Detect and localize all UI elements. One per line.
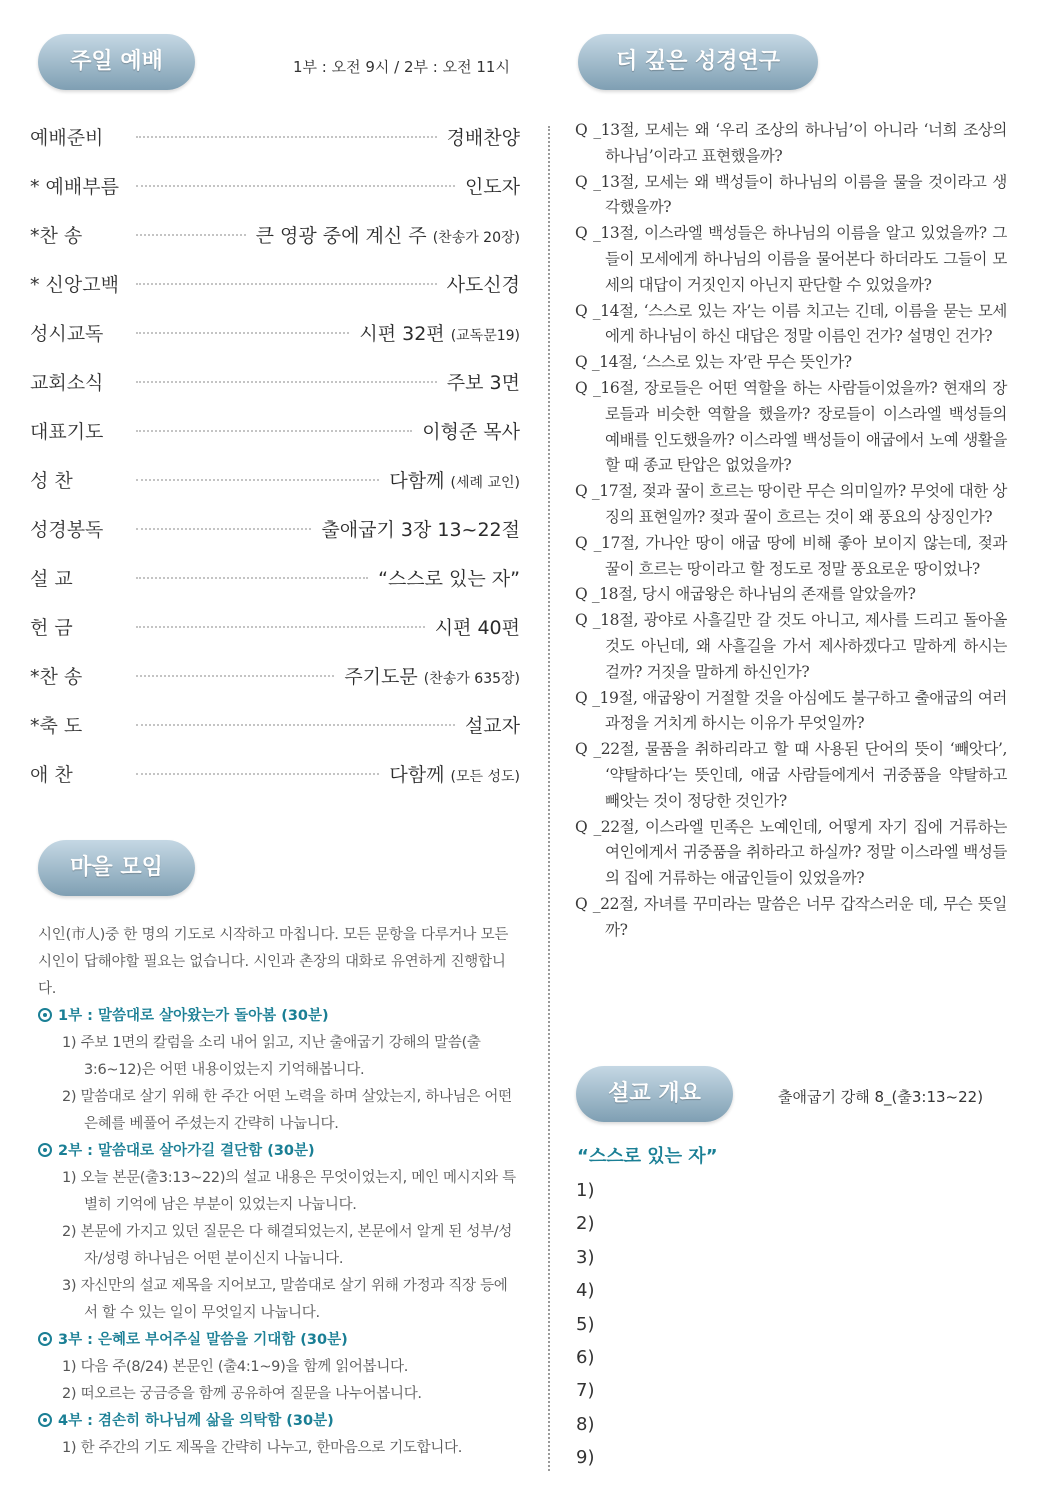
worship-item-value: 시편 40편 xyxy=(434,617,520,639)
worship-item-label: * 예배부름 xyxy=(30,176,119,198)
village-part-item: 2) 말씀대로 살기 위해 한 주간 어떤 노력을 하며 살았는지, 하나님은 어떤 은혜를 베풀어 주셨는지 간략히 나눕니다. xyxy=(62,1089,512,1132)
worship-item-label: 대표기도 xyxy=(30,421,104,443)
worship-item-note: (교독문19) xyxy=(450,328,520,344)
dotted-leader xyxy=(136,773,379,775)
dotted-leader xyxy=(136,577,368,579)
worship-item-value: 다함께 (세례 교인) xyxy=(389,470,520,492)
service-times: 1부 : 오전 9시 / 2부 : 오전 11시 xyxy=(293,58,510,76)
worship-row xyxy=(30,455,520,504)
village-part-title: 3부 : 은혜로 부어주실 말씀을 기대함 (30분) xyxy=(38,1327,516,1354)
village-part-item: 2) 떠오르는 궁금증을 함께 공유하여 질문을 나누어봅니다. xyxy=(62,1386,422,1402)
worship-item-value: 이형준 목사 xyxy=(422,421,520,443)
study-question: Q _22절, 자녀를 꾸미라는 말씀은 너무 갑작스러운 데, 무슨 뜻일까? xyxy=(575,894,1007,939)
dotted-leader xyxy=(136,528,311,530)
bible-study-questions xyxy=(575,118,1007,944)
worship-row xyxy=(30,259,520,308)
study-question: Q _14절, ‘스스로 있는 자’는 이름 치고는 긴데, 이름을 묻는 모세에게 하나님이 하신 대답은 정말 이름인 건가? 설명인 건가? xyxy=(575,301,1007,346)
worship-item-value: “스스로 있는 자” xyxy=(378,568,520,590)
column-divider xyxy=(548,126,550,1471)
sermon-outline-list xyxy=(576,1174,594,1475)
outline-point: 9) xyxy=(576,1447,595,1469)
dotted-leader xyxy=(136,234,246,236)
worship-row xyxy=(30,406,520,455)
village-part-item: 1) 다음 주(8/24) 본문인 (출4:1~9)을 함께 읽어봅니다. xyxy=(62,1359,409,1375)
outline-point: 1) xyxy=(576,1180,595,1201)
order-of-worship xyxy=(30,112,520,798)
village-part-item: 2) 본문에 가지고 있던 질문은 다 해결되었는지, 본문에서 알게 된 성부/성자/성령 하나님은 어떤 분이신지 나눕니다. xyxy=(62,1224,513,1267)
study-question: Q _19절, 애굽왕이 거절할 것을 아심에도 불구하고 출애굽의 여러 과정을 거치게 하시는 이유가 무엇일까? xyxy=(575,688,1007,733)
study-question: Q _22절, 이스라엘 민족은 노예인데, 어떻게 자기 집에 거류하는 여인에게서 귀중품을 취하라고 하실까? 정말 이스라엘 백성들의 집에 거류하는 애굽인들이 있었을까? xyxy=(575,817,1007,888)
sermon-title: “스스로 있는 자” xyxy=(577,1146,718,1167)
study-question: Q _14절, ‘스스로 있는 자’란 무슨 뜻인가? xyxy=(575,353,852,372)
outline-point: 4) xyxy=(576,1280,595,1302)
worship-item-value: 설교자 xyxy=(464,715,520,737)
dotted-leader xyxy=(136,332,349,334)
worship-item-label: 성경봉독 xyxy=(30,519,104,541)
worship-row xyxy=(30,553,520,602)
village-part-item: 1) 오늘 본문(출3:13~22)의 설교 내용은 무엇이었는지, 메인 메시지와 특별히 기억에 남은 부분이 있었는지 나눕니다. xyxy=(62,1170,516,1213)
target-bullet-icon xyxy=(38,1008,52,1022)
dotted-leader xyxy=(136,381,437,383)
village-heading: 마을 모임 xyxy=(38,840,195,896)
dotted-leader xyxy=(136,430,412,432)
target-bullet-icon xyxy=(38,1143,52,1157)
worship-item-value: 인도자 xyxy=(464,176,520,198)
study-question: Q _13절, 이스라엘 백성들은 하나님의 이름을 알고 있었을까? 그들이 모세에게 하나님의 이름을 물어본다 하더라도 그들이 모세의 대답이 거짓인지 아닌지 판단할 수 있었을까? xyxy=(575,224,1007,294)
worship-row xyxy=(30,749,520,798)
study-heading: 더 깊은 성경연구 xyxy=(578,34,818,90)
worship-row xyxy=(30,602,520,651)
worship-item-label: 교회소식 xyxy=(30,372,104,394)
dotted-leader xyxy=(136,675,334,677)
study-question: Q _13절, 모세는 왜 ‘우리 조상의 하나님’이 아니라 ‘너희 조상의 하나님’이라고 표현했을까? xyxy=(575,121,1007,165)
worship-item-label: *찬 송 xyxy=(30,666,83,688)
worship-item-label: 애 찬 xyxy=(30,764,73,786)
worship-item-label: 헌 금 xyxy=(30,617,73,639)
outline-point: 5) xyxy=(576,1313,595,1335)
worship-item-label: 설 교 xyxy=(30,568,73,590)
outline-point: 6) xyxy=(576,1346,595,1368)
study-question: Q _18절, 광야로 사흘길만 갈 것도 아니고, 제사를 드리고 돌아올 것도 아닌데, 왜 사흘길을 가서 제사하겠다고 말하게 하시는 걸까? 거짓을 말하게 하신인가? xyxy=(575,611,1007,681)
outline-point: 3) xyxy=(576,1246,595,1268)
dotted-leader xyxy=(136,626,425,628)
study-question: Q _13절, 모세는 왜 백성들이 하나님의 이름을 물을 것이라고 생각했을까? xyxy=(575,172,1007,217)
village-meeting-guide xyxy=(38,922,516,1462)
worship-item-value: 큰 영광 중에 계신 주 (찬송가 20장) xyxy=(255,225,520,247)
worship-item-value: 주기도문 (찬송가 635장) xyxy=(344,666,520,688)
worship-item-value: 시편 32편 (교독문19) xyxy=(359,323,520,345)
outline-point: 2) xyxy=(576,1213,595,1235)
village-part-title: 4부 : 겸손히 하나님께 삶을 의탁함 (30분) xyxy=(38,1408,516,1435)
worship-item-label: *축 도 xyxy=(30,715,83,737)
sermon-outline-heading: 설교 개요 xyxy=(576,1066,733,1122)
worship-item-label: *찬 송 xyxy=(30,225,83,247)
study-question: Q _22절, 물품을 취하리라고 할 때 사용된 단어의 뜻이 ‘빼앗다’, ‘약탈하다’는 뜻인데, 애굽 사람들에게서 귀중품을 약탈하고 빼앗는 것이 정당한 것인가? xyxy=(575,740,1007,810)
worship-item-label: 예배준비 xyxy=(30,127,104,149)
worship-item-label: * 신앙고백 xyxy=(30,274,119,296)
village-part-title: 1부 : 말씀대로 살아왔는가 돌아봄 (30분) xyxy=(38,1003,516,1030)
dotted-leader xyxy=(136,724,455,726)
outline-point: 7) xyxy=(576,1380,595,1402)
worship-heading: 주일 예배 xyxy=(38,34,195,90)
target-bullet-icon xyxy=(38,1413,52,1427)
worship-item-label: 성시교독 xyxy=(30,323,104,345)
study-question: Q _17절, 가나안 땅이 애굽 땅에 비해 좋아 보이지 않는데, 젖과 꿀이 흐르는 땅이라고 할 정도로 정말 풍요로운 땅이었나? xyxy=(575,533,1007,578)
worship-row xyxy=(30,357,520,406)
village-intro: 시인(市人)중 한 명의 기도로 시작하고 마칩니다. 모든 문항을 다루거나 모든 시인이 답해야할 필요는 없습니다. 시인과 촌장의 대화로 유연하게 진행합니다. xyxy=(38,927,509,997)
worship-row xyxy=(30,210,520,259)
dotted-leader xyxy=(136,283,437,285)
dotted-leader xyxy=(136,479,379,481)
worship-item-value: 경배찬양 xyxy=(446,127,520,149)
worship-row xyxy=(30,504,520,553)
sermon-reference: 출애굽기 강해 8_(출3:13~22) xyxy=(778,1088,984,1106)
dotted-leader xyxy=(136,185,455,187)
worship-item-value: 사도신경 xyxy=(446,274,520,296)
worship-row xyxy=(30,112,520,161)
worship-item-note: (찬송가 20장) xyxy=(432,230,520,246)
study-question: Q _16절, 장로들은 어떤 역할을 하는 사람들이었을까? 현재의 장로들과 비슷한 역할을 했을까? 장로들이 이스라엘 백성들의 예배를 인도했을까? 이스라엘 백성들이 애굽에서 노예 생활을 할 때 종교 탄압은 없었을까? xyxy=(575,378,1007,475)
worship-item-note: (세례 교인) xyxy=(450,475,520,491)
worship-item-note: (모든 성도) xyxy=(450,769,520,785)
outline-point: 8) xyxy=(576,1413,595,1435)
village-part-item: 1) 주보 1면의 칼럼을 소리 내어 읽고, 지난 출애굽기 강해의 말씀(출3:6~12)은 어떤 내용이었는지 기억해봅니다. xyxy=(62,1035,481,1078)
study-question: Q _17절, 젖과 꿀이 흐르는 땅이란 무슨 의미일까? 무엇에 대한 상징의 표현일까? 젖과 꿀이 흐르는 것이 왜 풍요의 상징인가? xyxy=(575,482,1007,526)
worship-item-label: 성 찬 xyxy=(30,470,73,492)
worship-row xyxy=(30,651,520,700)
dotted-leader xyxy=(136,136,437,138)
village-part-title: 2부 : 말씀대로 살아가길 결단함 (30분) xyxy=(38,1138,516,1165)
worship-item-value: 다함께 (모든 성도) xyxy=(389,764,520,786)
worship-item-value: 출애굽기 3장 13~22절 xyxy=(321,519,520,541)
target-bullet-icon xyxy=(38,1332,52,1346)
worship-row xyxy=(30,161,520,210)
worship-item-value: 주보 3면 xyxy=(446,372,520,394)
study-question: Q _18절, 당시 애굽왕은 하나님의 존재를 알았을까? xyxy=(575,585,916,604)
worship-row xyxy=(30,700,520,749)
village-part-item: 3) 자신만의 설교 제목을 지어보고, 말씀대로 살기 위해 가정과 직장 등에서 할 수 있는 일이 무엇일지 나눕니다. xyxy=(62,1278,508,1321)
worship-item-note: (찬송가 635장) xyxy=(423,671,520,687)
worship-row xyxy=(30,308,520,357)
village-part-item: 1) 한 주간의 기도 제목을 간략히 나누고, 한마음으로 기도합니다. xyxy=(62,1440,463,1456)
